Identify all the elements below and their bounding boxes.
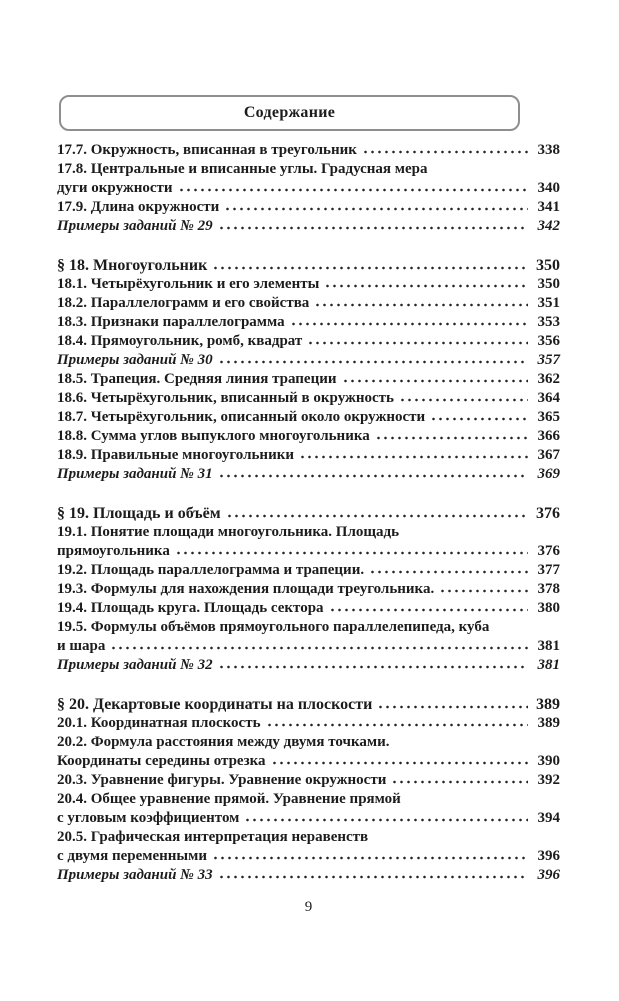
- toc-entry-row: [57, 542, 560, 561]
- toc-entry-text: 19.3. Формулы для нахождения площади треугольника.: [57, 581, 435, 597]
- toc-entry: [57, 160, 560, 198]
- toc-entry: [57, 523, 560, 561]
- dot-leader: [324, 284, 528, 288]
- toc-entry-page-number: 389: [537, 715, 560, 731]
- dot-leader: [226, 514, 528, 518]
- toc-entry-page-number: 350: [536, 257, 560, 274]
- toc-entry-row: [57, 504, 560, 523]
- toc-entry: [57, 294, 560, 313]
- dot-leader: [212, 856, 528, 860]
- toc-entry-row: [57, 427, 560, 446]
- dot-leader: [244, 818, 528, 822]
- toc-list: [57, 141, 560, 885]
- toc-entry-page-number: 350: [537, 276, 560, 292]
- toc-entry-text: и шара: [57, 638, 106, 654]
- toc-entry-text: § 19. Площадь и объём: [57, 505, 221, 522]
- dot-leader: [175, 551, 528, 555]
- toc-entry: [57, 275, 560, 294]
- dot-leader: [329, 608, 528, 612]
- toc-entry: [57, 351, 560, 370]
- dot-leader: [271, 761, 528, 765]
- toc-entry-page-number: 353: [537, 314, 560, 330]
- toc-entry-row: [57, 866, 560, 885]
- toc-entry: [57, 370, 560, 389]
- toc-entry-text: 20.4. Общее уравнение прямой. Уравнение прямой: [57, 791, 401, 807]
- toc-entry-page-number: 362: [537, 371, 560, 387]
- dot-leader: [218, 875, 528, 879]
- toc-entry-page-number: 376: [537, 543, 560, 559]
- toc-section-entry: [57, 256, 560, 275]
- toc-entry-text: с двумя переменными: [57, 848, 207, 864]
- toc-entry-row: [57, 256, 560, 275]
- toc-entry-row: [57, 294, 560, 313]
- dot-leader: [342, 379, 528, 383]
- toc-entry-page-number: 342: [537, 218, 560, 234]
- toc-entry-text: 18.6. Четырёхугольник, вписанный в окружность: [57, 390, 394, 406]
- toc-entry-page-number: 340: [537, 180, 560, 196]
- toc-entry-text: 20.3. Уравнение фигуры. Уравнение окружности: [57, 772, 387, 788]
- dot-leader: [218, 226, 528, 230]
- toc-entry: [57, 313, 560, 332]
- toc-entry-text: 18.5. Трапеция. Средняя линия трапеции: [57, 371, 337, 387]
- dot-leader: [290, 322, 528, 326]
- toc-entry-row: [57, 656, 560, 675]
- toc-entry-text: 20.5. Графическая интерпретация неравенств: [57, 829, 369, 845]
- toc-entry-text: Примеры заданий № 32: [57, 657, 213, 673]
- toc-entry-text: дуги окружности: [57, 180, 173, 196]
- toc-entry-row: [57, 389, 560, 408]
- toc-entry-row: [57, 847, 560, 866]
- toc-entry-text: 18.7. Четырёхугольник, описанный около окружности: [57, 409, 426, 425]
- toc-entry-text: 20.2. Формула расстояния между двумя точками.: [57, 734, 390, 750]
- page-number: 9: [304, 899, 313, 915]
- toc-entry: [57, 714, 560, 733]
- toc-entry-text: 19.4. Площадь круга. Площадь сектора: [57, 600, 324, 616]
- dot-leader: [178, 188, 528, 192]
- toc-entry-row: [57, 695, 560, 714]
- toc-entry-page-number: 356: [537, 333, 560, 349]
- toc-entry-page-number: 380: [537, 600, 560, 616]
- toc-entry: [57, 427, 560, 446]
- toc-entry-row: [57, 351, 560, 370]
- toc-entry-text: Примеры заданий № 29: [57, 218, 213, 234]
- toc-entry-text: с угловым коэффициентом: [57, 810, 240, 826]
- toc-entry-page-number: 377: [537, 562, 560, 578]
- toc-entry-page-number: 381: [537, 657, 560, 673]
- dot-leader: [266, 723, 528, 727]
- toc-entry-page-number: 381: [537, 638, 560, 654]
- toc-entry-page-number: 396: [537, 848, 560, 864]
- toc-entry-page-number: 369: [537, 466, 560, 482]
- toc-entry-row: [57, 217, 560, 236]
- toc-entry-text: Координаты середины отрезка: [57, 753, 266, 769]
- toc-entry-text: 18.8. Сумма углов выпуклого многоугольника: [57, 428, 370, 444]
- toc-entry-page-number: 366: [537, 428, 560, 444]
- dot-leader: [377, 705, 528, 709]
- dot-leader: [307, 341, 528, 345]
- toc-entry-page-number: 378: [537, 581, 560, 597]
- toc-entry-row: [57, 561, 560, 580]
- toc-entry-row: [57, 714, 560, 733]
- toc-entry-row: [57, 198, 560, 217]
- toc-entry-page-number: 390: [537, 753, 560, 769]
- dot-leader: [439, 589, 528, 593]
- dot-leader: [362, 150, 528, 154]
- toc-entry-row: [57, 332, 560, 351]
- toc-entry: [57, 408, 560, 427]
- dot-leader: [299, 455, 528, 459]
- toc-entry-text: 17.7. Окружность, вписанная в треугольник: [57, 142, 357, 158]
- toc-entry: [57, 790, 560, 828]
- toc-entry-page-number: 365: [537, 409, 560, 425]
- toc-section-entry: [57, 504, 560, 523]
- toc-entry: [57, 618, 560, 656]
- dot-leader: [399, 398, 528, 402]
- toc-entry: [57, 332, 560, 351]
- contents-header-box: [59, 95, 520, 131]
- toc-entry-text: Примеры заданий № 33: [57, 867, 213, 883]
- toc-entry: [57, 828, 560, 866]
- toc-entry: [57, 198, 560, 217]
- toc-entry-row: [57, 313, 560, 332]
- toc-entry-text: 18.9. Правильные многоугольники: [57, 447, 294, 463]
- toc-entry-page-number: 394: [537, 810, 560, 826]
- toc-entry-row: [57, 275, 560, 294]
- toc-entry: [57, 866, 560, 885]
- toc-entry-page-number: 351: [537, 295, 560, 311]
- toc-entry-text: 19.1. Понятие площади многоугольника. Площадь: [57, 524, 400, 540]
- dot-leader: [110, 646, 528, 650]
- toc-entry: [57, 561, 560, 580]
- toc-entry: [57, 599, 560, 618]
- dot-leader: [224, 207, 528, 211]
- toc-entry-page-number: 389: [536, 696, 560, 713]
- dot-leader: [391, 780, 528, 784]
- page-title: Содержание: [243, 104, 336, 121]
- toc-entry: [57, 141, 560, 160]
- dot-leader: [218, 665, 528, 669]
- toc-entry-row: [57, 580, 560, 599]
- toc-entry-text: 17.8. Центральные и вписанные углы. Градусная мера: [57, 161, 428, 177]
- toc-entry-text: прямоугольника: [57, 543, 170, 559]
- dot-leader: [369, 570, 528, 574]
- toc-entry-text: 18.1. Четырёхугольник и его элементы: [57, 276, 320, 292]
- dot-leader: [218, 474, 528, 478]
- dot-leader: [218, 360, 528, 364]
- toc-entry-text: 18.3. Признаки параллелограмма: [57, 314, 285, 330]
- toc-entry-page-number: 341: [537, 199, 560, 215]
- toc-entry-page-number: 396: [537, 867, 560, 883]
- toc-entry-text: 18.2. Параллелограмм и его свойства: [57, 295, 310, 311]
- toc-entry-page-number: 338: [537, 142, 560, 158]
- toc-entry-row: [57, 771, 560, 790]
- toc-entry-row: [57, 179, 560, 198]
- toc-entry-text: § 18. Многоугольник: [57, 257, 208, 274]
- toc-entry: [57, 580, 560, 599]
- toc-entry: [57, 389, 560, 408]
- toc-entry-text: Примеры заданий № 30: [57, 352, 213, 368]
- toc-entry-row: [57, 599, 560, 618]
- toc-entry: [57, 217, 560, 236]
- toc-entry: [57, 733, 560, 771]
- toc-entry-page-number: 357: [537, 352, 560, 368]
- toc-entry-page-number: 364: [537, 390, 560, 406]
- toc-entry-row: [57, 465, 560, 484]
- dot-leader: [375, 436, 528, 440]
- toc-entry-row: [57, 752, 560, 771]
- toc-entry: [57, 771, 560, 790]
- toc-entry: [57, 465, 560, 484]
- dot-leader: [314, 303, 528, 307]
- dot-leader: [430, 417, 528, 421]
- toc-entry-row: [57, 141, 560, 160]
- toc-entry-text: Примеры заданий № 31: [57, 466, 213, 482]
- toc-entry-page-number: 392: [537, 772, 560, 788]
- dot-leader: [212, 266, 528, 270]
- toc-section-entry: [57, 695, 560, 714]
- toc-entry-page-number: 367: [537, 447, 560, 463]
- toc-entry: [57, 446, 560, 465]
- toc-entry-row: [57, 637, 560, 656]
- toc-entry-text: 19.2. Площадь параллелограмма и трапеции.: [57, 562, 365, 578]
- toc-entry-text: 17.9. Длина окружности: [57, 199, 220, 215]
- toc-entry-text: 20.1. Координатная плоскость: [57, 715, 261, 731]
- toc-entry-page-number: 376: [536, 505, 560, 522]
- toc-entry: [57, 656, 560, 675]
- toc-entry-text: 19.5. Формулы объёмов прямоугольного параллелепипеда, куба: [57, 619, 490, 635]
- toc-entry-row: [57, 370, 560, 389]
- toc-entry-row: [57, 408, 560, 427]
- toc-entry-row: [57, 809, 560, 828]
- toc-entry-text: § 20. Декартовые координаты на плоскости: [57, 696, 373, 713]
- toc-entry-row: [57, 446, 560, 465]
- toc-entry-text: 18.4. Прямоугольник, ромб, квадрат: [57, 333, 303, 349]
